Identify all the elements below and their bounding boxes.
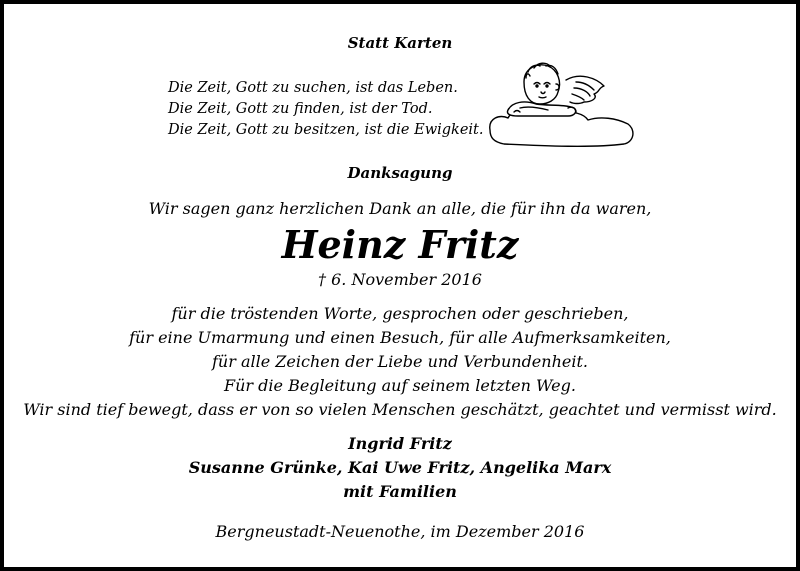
poem-line-1: Die Zeit, Gott zu suchen, ist das Leben.	[168, 80, 458, 96]
thanks-line-4: Für die Begleitung auf seinem letzten Weg.	[224, 376, 576, 395]
family-line-3: mit Familien	[343, 482, 457, 501]
notice-heading: Statt Karten	[347, 34, 453, 52]
place-date: Bergneustadt-Neuenothe, im Dezember 2016	[215, 522, 585, 541]
thanks-line-1: für die tröstenden Worte, gesprochen oder geschrieben,	[171, 304, 629, 323]
deceased-name: Heinz Fritz	[281, 222, 519, 267]
intro-text: Wir sagen ganz herzlichen Dank an alle, die für ihn da waren,	[148, 199, 652, 218]
poem-line-3: Die Zeit, Gott zu besitzen, ist die Ewigkeit.	[168, 122, 484, 138]
notice-title: Danksagung	[347, 164, 453, 182]
cherub-on-cloud-icon	[484, 58, 636, 154]
death-date: † 6. November 2016	[318, 270, 482, 289]
family-line-2: Susanne Grünke, Kai Uwe Fritz, Angelika Marx	[188, 458, 612, 477]
poem-line-2: Die Zeit, Gott zu finden, ist der Tod.	[168, 101, 433, 117]
thanks-line-5: Wir sind tief bewegt, dass er von so vielen Menschen geschätzt, geachtet und vermisst wird.	[23, 400, 777, 419]
family-line-1: Ingrid Fritz	[348, 434, 452, 453]
thanks-line-3: für alle Zeichen der Liebe und Verbundenheit.	[212, 352, 588, 371]
thanks-line-2: für eine Umarmung und einen Besuch, für alle Aufmerksamkeiten,	[129, 328, 671, 347]
